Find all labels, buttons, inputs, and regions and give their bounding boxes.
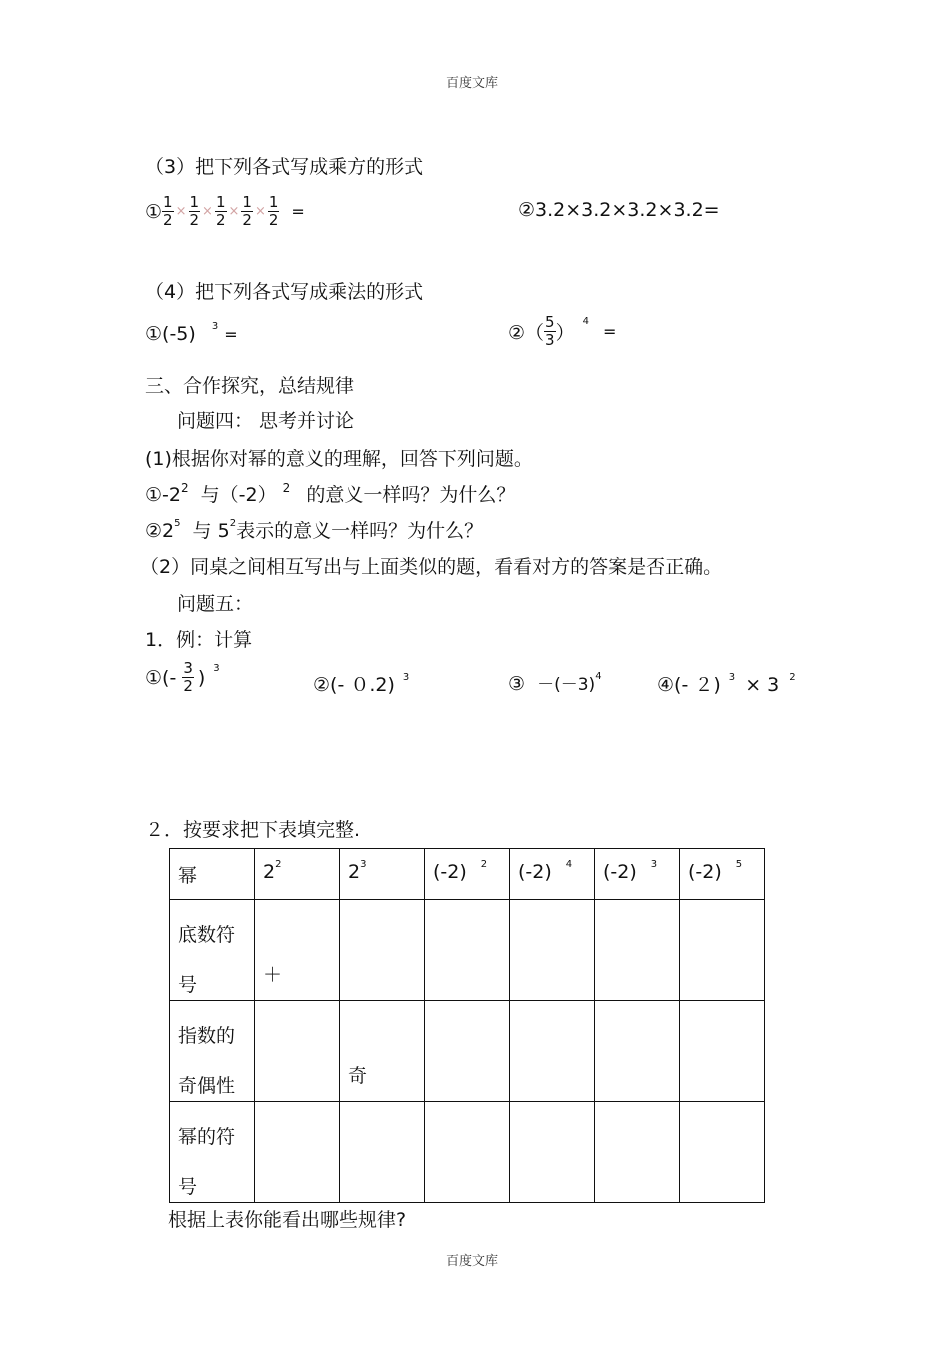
fraction: $\frac{1}{2}$ bbox=[268, 193, 279, 229]
table-section-title: ２．按要求把下表填完整. bbox=[145, 819, 361, 841]
table-header-cell: (-2) $^3$ bbox=[595, 849, 680, 900]
problem4-heading: 问题四： 思考并讨论 bbox=[177, 410, 355, 432]
section3-p1: (1)根据你对幂的意义的理解，回答下列问题。 bbox=[145, 448, 533, 470]
table-cell[interactable] bbox=[510, 1102, 595, 1203]
table-cell[interactable] bbox=[425, 900, 510, 1001]
fraction: $\frac{5}{3}$ bbox=[545, 313, 555, 349]
fraction: $\frac{3}{2}$ bbox=[183, 659, 193, 695]
q3-item1 bbox=[145, 194, 305, 229]
table-cell[interactable] bbox=[510, 1001, 595, 1102]
times-sign: × bbox=[254, 204, 266, 219]
table-cell[interactable] bbox=[680, 900, 765, 1001]
example-heading: 1．例：计算 bbox=[145, 629, 253, 651]
table-header-cell: $2^2$ bbox=[255, 849, 340, 900]
calc-item1: ①(- $\frac{3}{2}$ ) 3 bbox=[145, 659, 220, 695]
table-cell[interactable] bbox=[680, 1001, 765, 1102]
row-label-cell: 底数符号 bbox=[170, 900, 255, 1001]
q3-item2: ②3.2×3.2×3.2×3.2= bbox=[518, 199, 720, 221]
table-cell[interactable]: 奇 bbox=[340, 1001, 425, 1102]
section3-p2: （2）同桌之间相互写出与上面类似的题，看看对方的答案是否正确。 bbox=[140, 556, 723, 578]
table-header-row bbox=[170, 849, 765, 900]
calc-item3: ③ $-(-3)^4$ bbox=[508, 671, 602, 695]
q4-item2-prefix: ②（ bbox=[508, 322, 545, 344]
fraction: $\frac{1}{2}$ bbox=[242, 193, 252, 229]
table-row bbox=[170, 1102, 765, 1203]
problem5-heading: 问题五： bbox=[177, 593, 254, 615]
equals-sign: = bbox=[602, 322, 617, 341]
q3-item1-prefix: ① bbox=[145, 200, 163, 223]
q3-title: （3）把下列各式写成乘方的形式 bbox=[145, 156, 424, 178]
table-cell[interactable] bbox=[340, 900, 425, 1001]
table-header-cell: (-2) $^5$ bbox=[680, 849, 765, 900]
table-cell[interactable] bbox=[340, 1102, 425, 1203]
table-cell[interactable] bbox=[425, 1001, 510, 1102]
times-sign: × bbox=[202, 204, 213, 219]
times-sign: × bbox=[175, 204, 187, 219]
q4-item2-close: ） bbox=[555, 322, 575, 344]
q4-item2 bbox=[508, 314, 616, 349]
table-cell[interactable] bbox=[255, 1001, 340, 1102]
q4-item2-exponent: 4 bbox=[582, 316, 589, 327]
table-followup-question: 根据上表你能看出哪些规律? bbox=[168, 1209, 407, 1231]
q4-item1-exponent: 3 bbox=[211, 321, 219, 332]
table-header-cell: 幂 bbox=[170, 849, 255, 900]
table-cell[interactable] bbox=[425, 1102, 510, 1203]
table-cell[interactable] bbox=[510, 900, 595, 1001]
table-row bbox=[170, 1001, 765, 1102]
table-cell[interactable]: ＋ bbox=[255, 900, 340, 1001]
page-header: 百度文库 bbox=[446, 76, 499, 91]
table-cell[interactable] bbox=[255, 1102, 340, 1203]
fraction: $\frac{1}{2}$ bbox=[163, 193, 173, 229]
q4-title: （4）把下列各式写成乘法的形式 bbox=[145, 281, 424, 303]
fraction: $\frac{1}{2}$ bbox=[189, 193, 200, 229]
section3-line2: $②2^5$ 与 $5^2$表示的意义一样吗？为什么？ bbox=[145, 518, 484, 542]
section3-title: 三、合作探究，总结规律 bbox=[145, 375, 355, 397]
q4-item1-base: ①(-5) bbox=[145, 323, 196, 345]
calc-item4: ④(- ２) $^3$ × 3 $^2$ bbox=[657, 672, 796, 696]
row-label-cell: 指数的奇偶性 bbox=[170, 1001, 255, 1102]
q4-item1 bbox=[145, 323, 238, 345]
table-cell[interactable] bbox=[595, 900, 680, 1001]
table-cell[interactable] bbox=[595, 1001, 680, 1102]
table-header-cell: (-2) $^4$ bbox=[510, 849, 595, 900]
table-cell[interactable] bbox=[595, 1102, 680, 1203]
powers-table bbox=[169, 848, 765, 1203]
row-label-cell: 幂的符号 bbox=[170, 1102, 255, 1203]
table-header-cell: (-2) $^2$ bbox=[425, 849, 510, 900]
table-cell[interactable] bbox=[680, 1102, 765, 1203]
equals-sign: = bbox=[291, 202, 305, 221]
page-footer: 百度文库 bbox=[446, 1254, 499, 1269]
calc-item2: ②(- ０.2) $^3$ bbox=[313, 672, 410, 696]
section3-line1: $①-2^2$ 与（-2） $^2$ 的意义一样吗？为什么？ bbox=[145, 481, 516, 506]
fraction: $\frac{1}{2}$ bbox=[215, 193, 226, 229]
times-sign: × bbox=[228, 204, 240, 219]
table-header-cell: $2^3$ bbox=[340, 849, 425, 900]
table-row bbox=[170, 900, 765, 1001]
equals-sign: = bbox=[224, 325, 238, 344]
